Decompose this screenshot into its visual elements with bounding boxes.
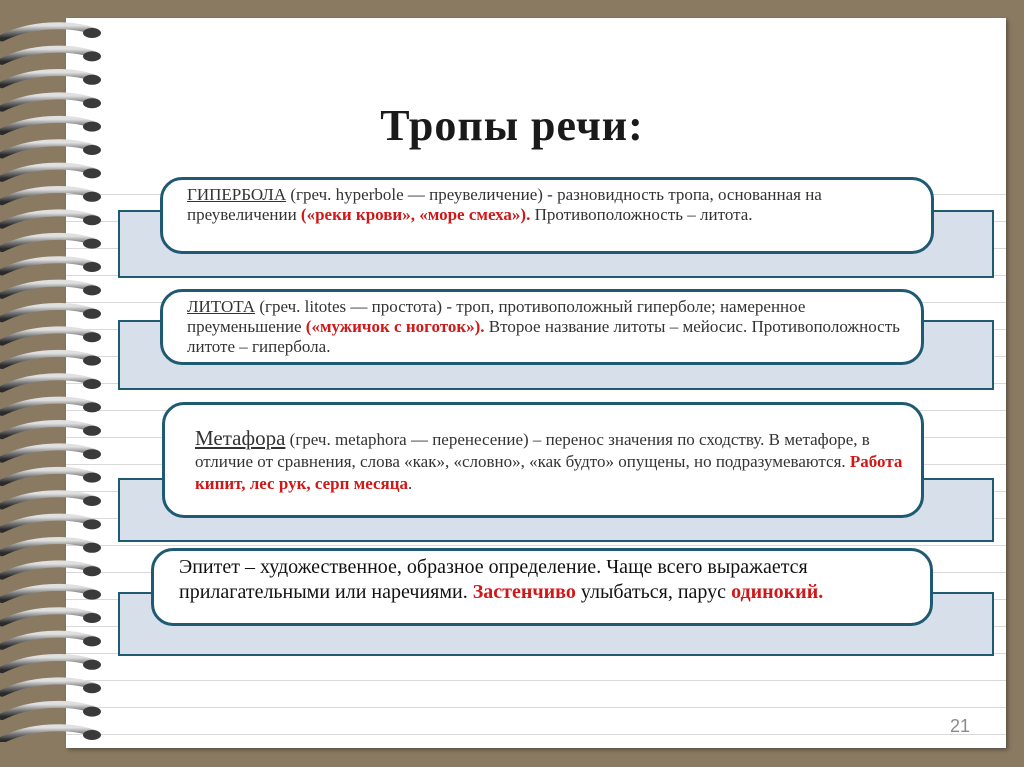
spiral-coil-end (83, 426, 101, 436)
spiral-coil (2, 377, 96, 389)
spiral-coil (2, 307, 96, 319)
example-hyperbole: («реки крови», «море смеха»). (300, 205, 531, 224)
card-metaphor (162, 402, 924, 518)
spiral-coil (2, 236, 96, 248)
spiral-coil (2, 587, 96, 599)
spiral-coil (2, 541, 96, 553)
card-epithet (151, 548, 933, 626)
example-epithet-1: Застенчиво (472, 581, 576, 603)
spiral-coil-end (83, 28, 101, 38)
litotes-text: ЛИТОТА (греч. litotes — простота) - троп, противоположный гиперболе; намеренное преуменьшение («мужичок с ноготок»). Второе название литоты – мейосис. Противоположность литоте – гипербола. (187, 297, 900, 356)
spiral-coil-end (83, 590, 101, 600)
spiral-coil-end (83, 309, 101, 319)
spiral-coil (2, 634, 96, 646)
example-metaphor: Работа кипит, лес рук, серп месяца (195, 452, 903, 493)
hyperbole-text: ГИПЕРБОЛА (греч. hyperbole — преувеличение) - разновидность тропа, основанная на преувеличении («реки крови», «море смеха»). Противоположность – литота. (187, 185, 822, 224)
spiral-coil (2, 728, 96, 740)
spiral-coil-end (83, 543, 101, 553)
page-title: Тропы речи: (380, 101, 644, 150)
example-epithet-2: одинокий. (731, 581, 824, 603)
spiral-coil-end (83, 566, 101, 576)
spiral-coil-end (83, 379, 101, 389)
epithet-text: Эпитет – художественное, образное определение. Чаще всего выражается прилагательными или наречиями. Застенчиво улыбаться, парус одинокий. (179, 556, 824, 603)
spiral-coil-end (83, 192, 101, 202)
spiral-coil-end (83, 496, 101, 506)
spiral-coil (2, 494, 96, 506)
spiral-coil (2, 283, 96, 295)
spiral-coil-end (83, 660, 101, 670)
spiral-coil-end (83, 239, 101, 249)
term-litotes: ЛИТОТА (187, 297, 256, 316)
example-litotes: («мужичок с ноготок»). (305, 317, 485, 336)
spiral-coil-end (83, 215, 101, 225)
spiral-coil-end (83, 473, 101, 483)
spiral-coil (2, 213, 96, 225)
spiral-coil (2, 353, 96, 365)
spiral-coil-end (83, 332, 101, 342)
spiral-coil-end (83, 168, 101, 178)
spiral-coil (2, 447, 96, 459)
metaphor-text: Метафора (греч. metaphora — перенесение) – перенос значения по сходству. В метафоре, в отличие от сравнения, слова «как», «словно», «как будто» опущены, но подразумеваются. Работа кипит, лес рук, серп месяца. (195, 426, 903, 493)
spiral-coil-end (83, 519, 101, 529)
spiral-coil-end (83, 636, 101, 646)
spiral-coil-end (83, 51, 101, 61)
spiral-coil (2, 424, 96, 436)
spiral-coil-end (83, 285, 101, 295)
spiral-coil (2, 517, 96, 529)
spiral-coil (2, 190, 96, 202)
spiral-coil-end (83, 683, 101, 693)
spiral-coil (2, 704, 96, 716)
spiral-coil (2, 611, 96, 623)
spiral-coil (2, 470, 96, 482)
spiral-coil (2, 49, 96, 61)
term-metaphor: Метафора (195, 426, 286, 450)
spiral-coil-end (83, 356, 101, 366)
spiral-coil-end (83, 402, 101, 412)
term-hyperbole: ГИПЕРБОЛА (187, 185, 287, 204)
spiral-coil (2, 330, 96, 342)
spiral-coil-end (83, 449, 101, 459)
spiral-coil-end (83, 75, 101, 85)
spiral-coil (2, 564, 96, 576)
card-litotes (160, 289, 924, 365)
spiral-coil (2, 400, 96, 412)
page-number: 21 (950, 716, 971, 736)
spiral-coil (2, 26, 96, 38)
spiral-coil (2, 166, 96, 178)
spiral-coil-end (83, 262, 101, 272)
spiral-coil (2, 73, 96, 85)
spiral-coil-end (83, 730, 101, 740)
spiral-coil-end (83, 613, 101, 623)
spiral-coil (2, 681, 96, 693)
spiral-coil (2, 260, 96, 272)
spiral-coil-end (83, 707, 101, 717)
spiral-coil (2, 658, 96, 670)
card-hyperbole (160, 177, 934, 254)
